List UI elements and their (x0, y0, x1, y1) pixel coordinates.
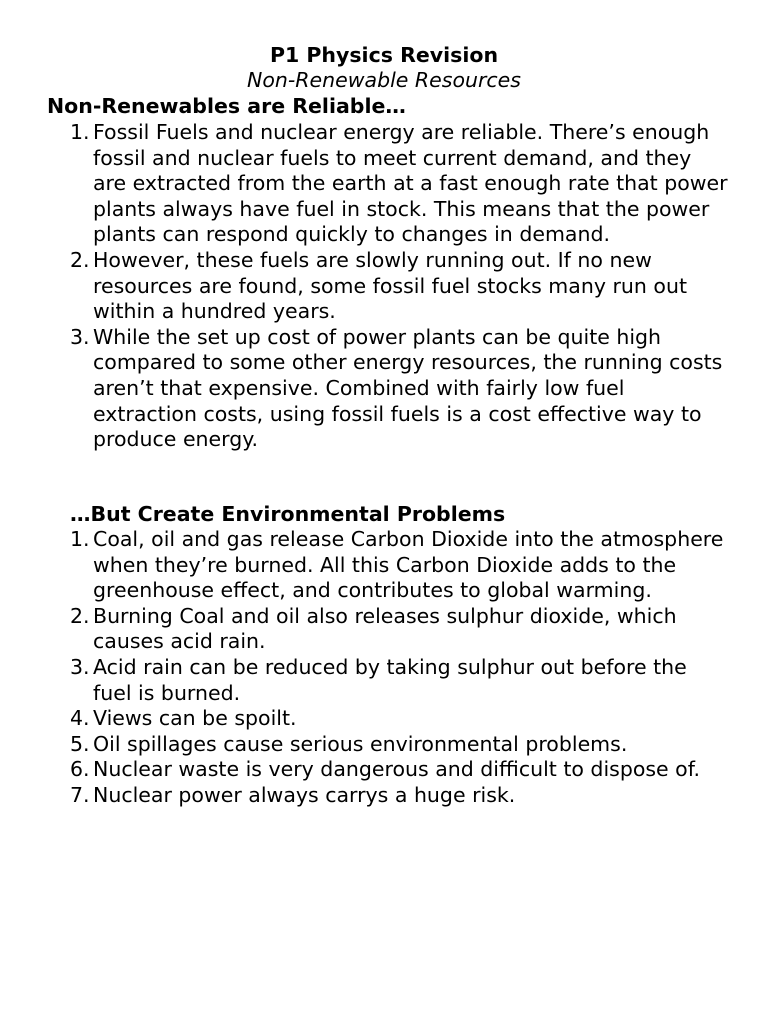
list-item-number: 3. (70, 654, 90, 679)
list-item (0, 527, 730, 604)
list-item-number: 6. (70, 757, 90, 782)
list-item-text: Nuclear power always carrys a huge risk. (93, 782, 516, 807)
list-item-text: Oil spillages cause serious environmental problems. (93, 731, 628, 756)
list-item (0, 783, 730, 809)
list-item-text: Nuclear waste is very dangerous and difficult to dispose of. (93, 757, 700, 782)
reliable-list (0, 120, 730, 453)
list-item-number: 3. (70, 324, 90, 349)
list-item (0, 604, 730, 655)
list-item-text: Acid rain can be reduced by taking sulphur out before the fuel is burned. (93, 654, 687, 705)
document-title: P1 Physics Revision (269, 43, 499, 67)
document-subtitle: Non-Renewable Resources (247, 68, 521, 92)
list-item-number: 5. (70, 731, 90, 756)
list-item-number: 1. (70, 120, 90, 144)
section-heading-reliable: Non-Renewables are Reliable… (47, 94, 406, 118)
list-item-number: 2. (70, 603, 90, 628)
list-item (0, 655, 730, 706)
list-item-text: While the set up cost of power plants can be quite high compared to some other energy resources, the running costs aren’t that expensive. Combined with fairly low fuel extraction costs, using fossil fuels is a cost effective way to produce energy. (93, 324, 723, 452)
list-item-number: 1. (70, 527, 90, 551)
list-item-number: 2. (70, 247, 90, 272)
list-item (0, 120, 730, 248)
list-item-number: 4. (70, 706, 90, 731)
list-item-text: Fossil Fuels and nuclear energy are reliable. There’s enough fossil and nuclear fuels to meet current demand, and they are extracted from the earth at a fast enough rate that power plants always have fuel in stock. This means that the power plants can respond quickly to changes in demand. (93, 120, 728, 247)
list-item (0, 706, 730, 732)
list-item (0, 757, 730, 783)
list-item-text: Burning Coal and oil also releases sulphur dioxide, which causes acid rain. (93, 603, 677, 654)
list-item (0, 248, 730, 325)
list-item-number: 7. (70, 782, 90, 807)
list-item-text: However, these fuels are slowly running out. If no new resources are found, some fossil fuel stocks many run out within a hundred years. (93, 247, 687, 324)
section-heading-environmental: …But Create Environmental Problems (70, 502, 506, 526)
list-item (0, 732, 730, 758)
list-item-text: Coal, oil and gas release Carbon Dioxide into the atmosphere when they’re burned. All this Carbon Dioxide adds to the greenhouse effect, and contributes to global warming. (93, 527, 724, 603)
list-item (0, 325, 730, 453)
environmental-list (0, 527, 730, 809)
list-item-text: Views can be spoilt. (93, 706, 297, 731)
